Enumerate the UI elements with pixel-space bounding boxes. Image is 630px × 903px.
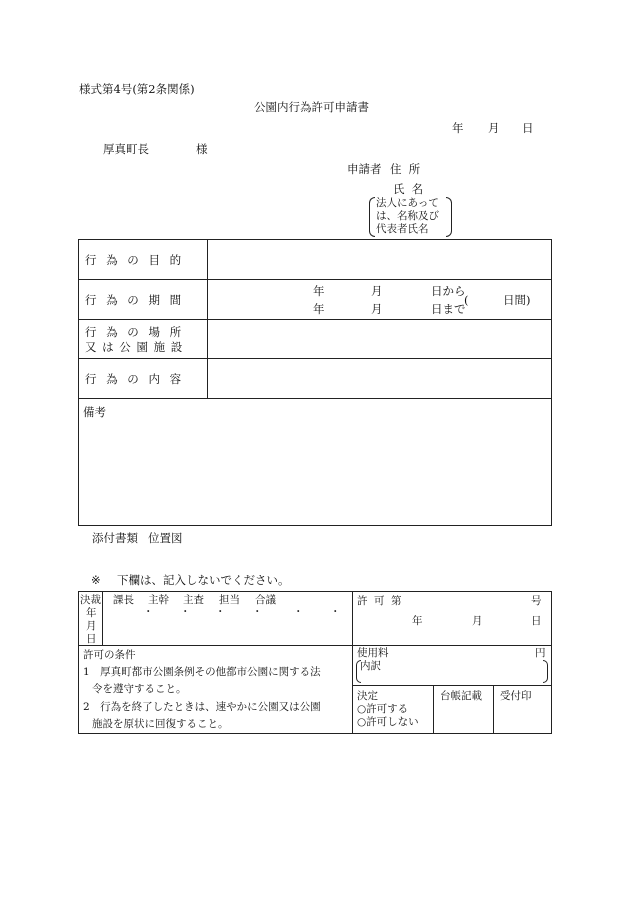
notice-mark: ※ bbox=[91, 573, 101, 587]
kessai-day: 日 bbox=[86, 633, 97, 645]
applicant-name-label: 氏 名 bbox=[393, 182, 425, 196]
stamp-separator: ・ bbox=[293, 606, 304, 618]
stamp-separator: ・ bbox=[330, 606, 341, 618]
staff-gogi: 合議 bbox=[255, 594, 276, 606]
corp-note-bracket-left bbox=[369, 197, 375, 237]
kessai-year: 年 bbox=[86, 607, 97, 619]
remarks-label: 備考 bbox=[83, 405, 106, 419]
ledger-label: 台帳記載 bbox=[440, 690, 482, 702]
fee-label: 使用料 bbox=[357, 647, 389, 659]
period-from-day: 日から bbox=[431, 284, 466, 298]
period-days-open: ( bbox=[464, 293, 469, 307]
corp-note-line-3: 代表者氏名 bbox=[376, 223, 429, 235]
notice-text: 下欄は、記入しないでください。 bbox=[117, 573, 290, 587]
applicant-address-label: 住 所 bbox=[390, 162, 422, 176]
condition-2-line-2: 施設を原状に回復すること。 bbox=[92, 718, 229, 730]
stamp-separator: ・ bbox=[180, 606, 191, 618]
stamp-separator: ・ bbox=[215, 606, 226, 618]
date-month: 月 bbox=[488, 121, 500, 135]
stamp-separator: ・ bbox=[252, 606, 263, 618]
attachments-label: 添付書類 bbox=[92, 531, 138, 545]
decision-approve-option[interactable]: ○許可する bbox=[357, 703, 409, 715]
decision-label: 決定 bbox=[357, 690, 378, 702]
permit-number-suffix: 号 bbox=[531, 595, 542, 607]
attachments-value: 位置図 bbox=[148, 531, 183, 545]
corp-note-bracket-right bbox=[446, 197, 452, 237]
conditions-title: 許可の条件 bbox=[83, 649, 136, 661]
stamp-separator: ・ bbox=[143, 606, 154, 618]
addressee-name: 厚真町長 bbox=[103, 142, 149, 156]
period-label: 行 為 の 期 間 bbox=[85, 293, 182, 307]
form-number: 様式第4号(第2条関係) bbox=[79, 82, 195, 96]
remarks-field[interactable] bbox=[79, 420, 551, 525]
staff-kacho: 課長 bbox=[113, 594, 134, 606]
breakdown-label: 内訳 bbox=[360, 660, 381, 672]
corp-note-line-2: は、名称及び bbox=[376, 210, 439, 222]
date-year: 年 bbox=[452, 121, 464, 135]
condition-2-line-1: 2 行為を終了したときは、速やかに公園又は公園 bbox=[83, 701, 321, 713]
period-to-month: 月 bbox=[371, 302, 383, 316]
addressee-honorific: 様 bbox=[196, 142, 208, 156]
permit-month: 月 bbox=[472, 615, 483, 627]
condition-1-line-2: 令を遵守すること。 bbox=[92, 683, 187, 695]
kessai-label: 決裁 bbox=[80, 594, 101, 606]
period-to-year: 年 bbox=[313, 302, 325, 316]
fee-unit: 円 bbox=[535, 647, 546, 659]
permit-day: 日 bbox=[531, 615, 542, 627]
place-label-2: 又 は 公 園 施 設 bbox=[85, 340, 183, 354]
period-from-year: 年 bbox=[313, 284, 325, 298]
period-days: 日間) bbox=[503, 293, 531, 307]
receipt-stamp-label: 受付印 bbox=[500, 690, 532, 702]
staff-tanto: 担当 bbox=[219, 594, 240, 606]
applicant-role: 申請者 bbox=[347, 162, 382, 176]
kessai-month: 月 bbox=[86, 620, 97, 632]
staff-shukan: 主幹 bbox=[148, 594, 169, 606]
decision-reject-option[interactable]: ○許可しない bbox=[357, 716, 419, 728]
staff-shusa: 主査 bbox=[183, 594, 204, 606]
date-day: 日 bbox=[522, 121, 534, 135]
purpose-field[interactable] bbox=[208, 240, 551, 279]
breakdown-bracket-right bbox=[543, 660, 548, 683]
permit-label: 許 可 第 bbox=[357, 595, 404, 607]
period-to-day: 日まで bbox=[431, 302, 466, 316]
content-label: 行 為 の 内 容 bbox=[85, 372, 182, 386]
corp-note-line-1: 法人にあって bbox=[376, 197, 439, 209]
condition-1-line-1: 1 厚真町都市公園条例その他都市公園に関する法 bbox=[83, 666, 321, 678]
content-field[interactable] bbox=[208, 359, 551, 398]
place-label-1: 行 為 の 場 所 bbox=[85, 325, 182, 339]
permit-year: 年 bbox=[412, 615, 423, 627]
period-from-month: 月 bbox=[371, 284, 383, 298]
purpose-label: 行 為 の 目 的 bbox=[85, 253, 182, 267]
place-field[interactable] bbox=[208, 320, 551, 358]
page-title: 公園内行為許可申請書 bbox=[254, 100, 369, 114]
